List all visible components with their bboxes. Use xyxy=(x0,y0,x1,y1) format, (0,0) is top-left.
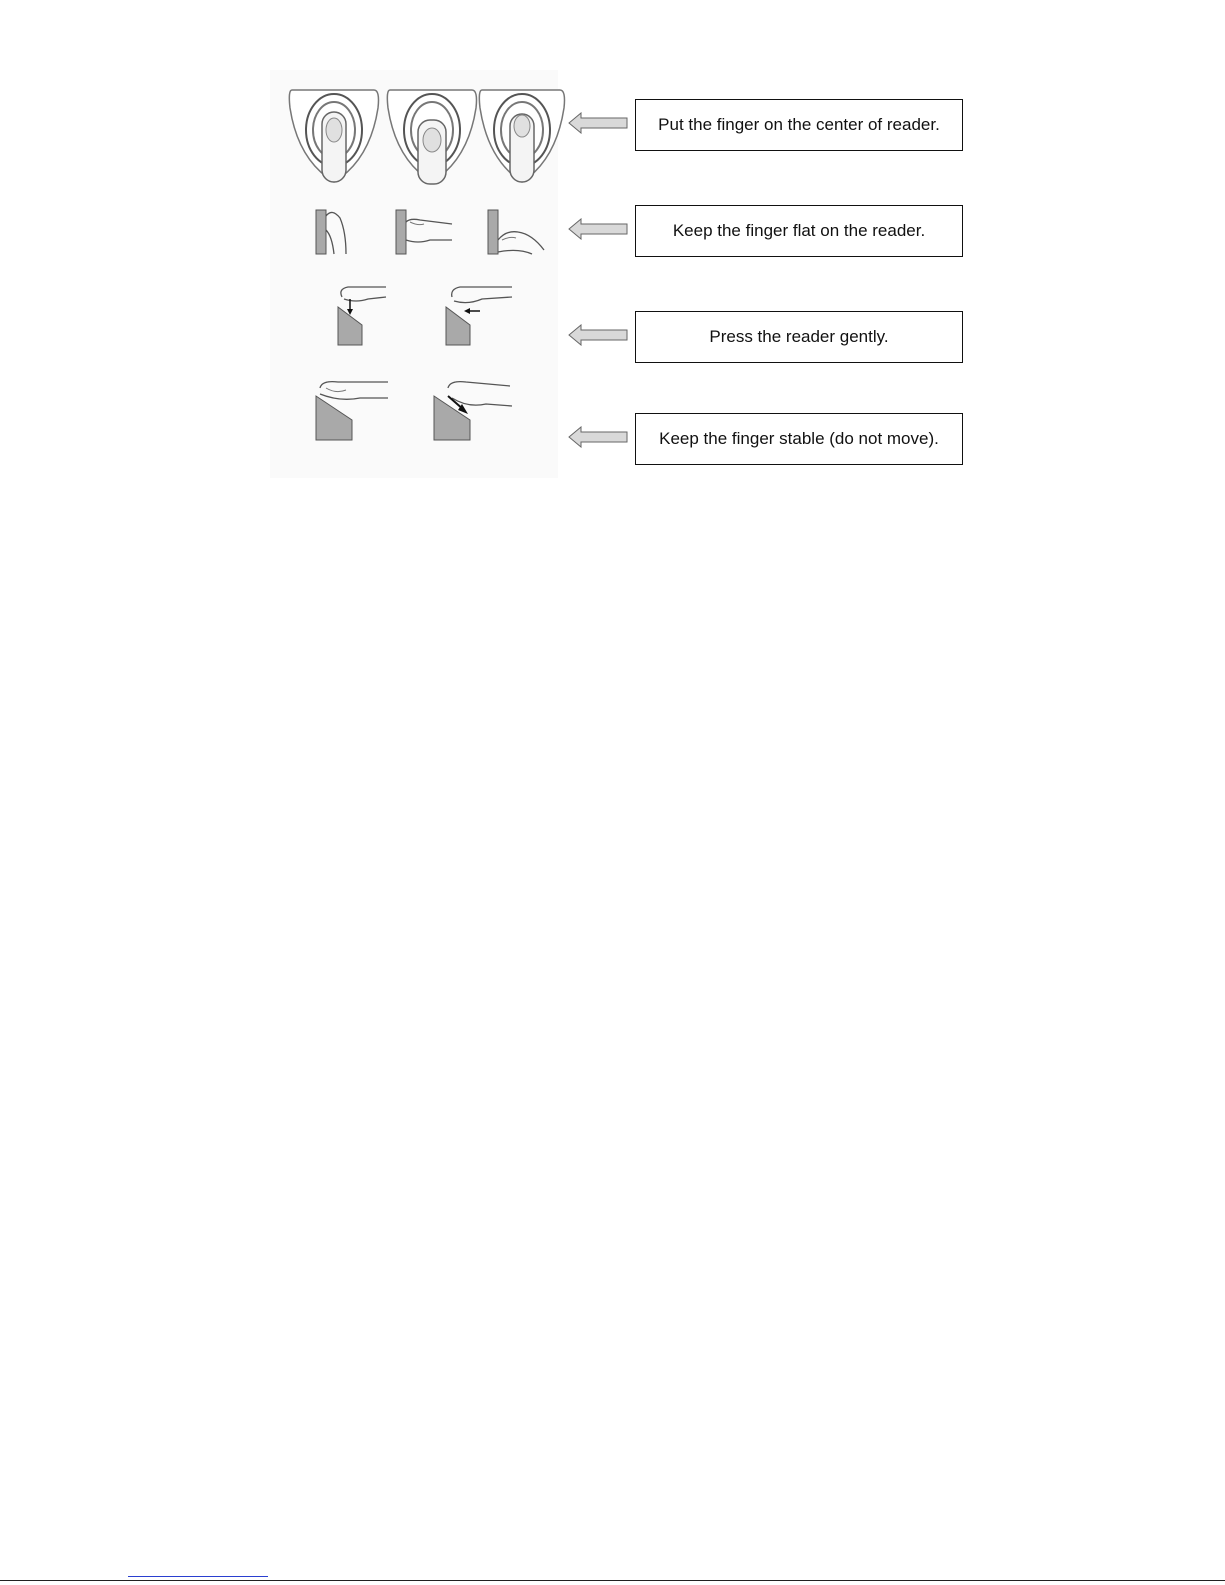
instruction-text: Put the finger on the center of reader. xyxy=(658,115,940,134)
left-arrow-icon xyxy=(568,426,628,448)
instruction-text: Press the reader gently. xyxy=(709,327,889,346)
finger-side-view-icon xyxy=(396,210,452,254)
fingerprint-reader-icon xyxy=(479,90,564,182)
left-arrow-icon xyxy=(568,324,628,346)
instruction-flat-finger xyxy=(635,205,963,257)
instruction-press-gently xyxy=(635,311,963,363)
press-reader-icon xyxy=(338,287,386,345)
footnote-link-underline[interactable] xyxy=(128,1576,268,1577)
finger-stable-icon xyxy=(434,382,512,440)
instruction-center-finger xyxy=(635,99,963,151)
instruction-text: Keep the finger stable (do not move). xyxy=(659,429,939,448)
instruction-text: Keep the finger flat on the reader. xyxy=(672,221,926,240)
left-arrow-icon xyxy=(568,112,628,134)
finger-placement-drawing xyxy=(270,70,558,478)
fingerprint-reader-icon xyxy=(289,90,378,182)
finger-placement-illustration xyxy=(270,70,558,478)
left-arrow-icon xyxy=(568,218,628,240)
press-reader-icon xyxy=(446,287,512,345)
finger-stable-icon xyxy=(316,382,388,440)
instruction-keep-stable xyxy=(635,413,963,465)
fingerprint-reader-icon xyxy=(387,90,476,184)
page-bottom-rule xyxy=(0,1580,1225,1581)
finger-side-view-icon xyxy=(316,210,346,254)
finger-side-view-icon xyxy=(488,210,544,254)
